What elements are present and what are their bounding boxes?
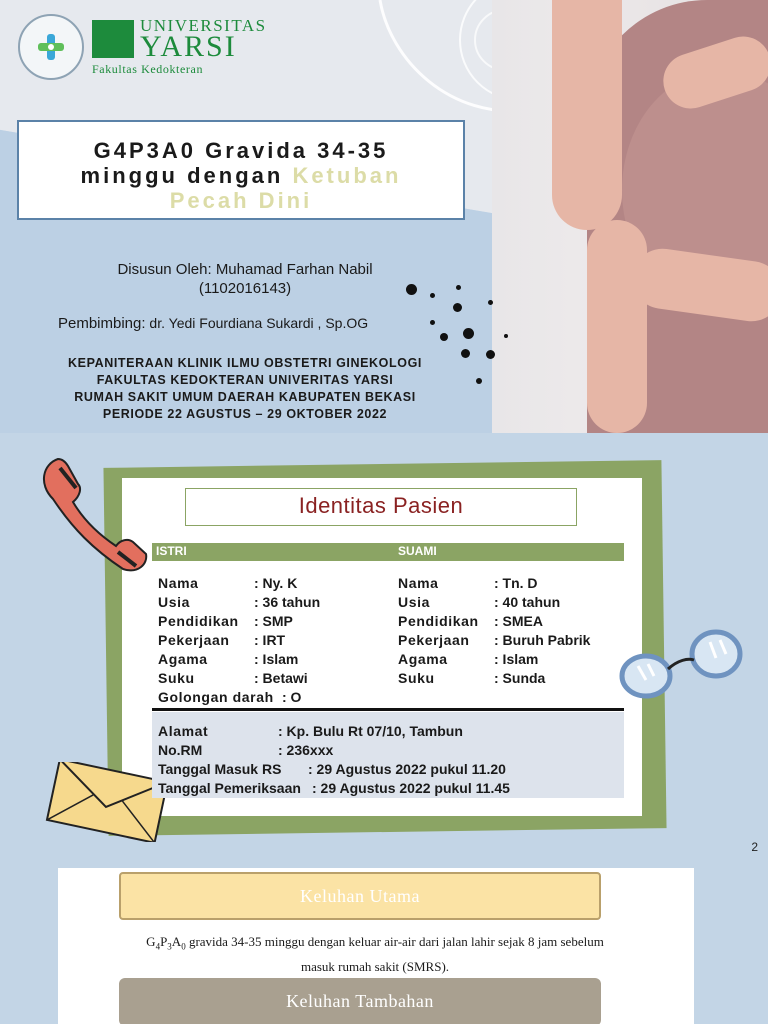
pregnant-woman-photo — [492, 0, 768, 433]
decor-dot — [504, 334, 508, 338]
institute-line-1: KEPANITERAAN KLINIK ILMU OBSTETRI GINEKOLOGI — [68, 356, 422, 370]
decor-dot — [406, 284, 417, 295]
istri-row-agama: Agama : Islam — [158, 651, 299, 667]
decor-dot — [476, 378, 482, 384]
supervisor-name: dr. Yedi Fourdiana Sukardi , Sp.OG — [145, 315, 369, 331]
keluhan-tambahan-banner: Keluhan Tambahan — [119, 978, 601, 1024]
decor-dot — [488, 300, 493, 305]
supervisor-line — [58, 315, 458, 332]
author-id: (1102016143) — [198, 280, 292, 297]
institute-line-2: FAKULTAS KEDOKTERAN UNIVERITAS YARSI — [96, 373, 394, 387]
institute-block — [30, 355, 460, 423]
suami-row-agama: Agama : Islam — [398, 651, 539, 667]
complaint-line-2: masuk rumah sakit (SMRS). — [300, 958, 450, 974]
row-alamat: Alamat : Kp. Bulu Rt 07/10, Tambun — [158, 723, 463, 739]
column-header-bar — [152, 543, 624, 561]
istri-row-nama: Nama : Ny. K — [158, 575, 298, 591]
institute-line-3: RUMAH SAKIT UMUM DAERAH KABUPATEN BEKASI — [74, 390, 416, 404]
suami-row-suku: Suku : Sunda — [398, 670, 546, 686]
istri-row-pekerjaan: Pekerjaan : IRT — [158, 632, 286, 648]
patient-identity-slide — [0, 436, 768, 866]
istri-row-usia: Usia : 36 tahun — [158, 594, 321, 610]
yarsi-logo — [92, 16, 267, 78]
page-number: 2 — [751, 840, 758, 854]
suami-row-pendidikan: Pendidikan : SMEA — [398, 613, 543, 629]
decor-dot — [461, 349, 470, 358]
row-tanggal-pemeriksaan: Tanggal Pemeriksaan : 29 Agustus 2022 pukul 11.45 — [158, 780, 510, 796]
title-line-2: minggu dengan Ketuban — [80, 163, 402, 188]
admission-details — [158, 722, 618, 798]
istri-row-suku: Suku : Betawi — [158, 670, 308, 686]
suami-row-usia: Usia : 40 tahun — [398, 594, 561, 610]
decor-dot — [456, 285, 461, 290]
header-suami: SUAMI — [398, 544, 437, 558]
istri-row-pendidikan: Pendidikan : SMP — [158, 613, 293, 629]
author-name: Disusun Oleh: Muhamad Farhan Nabil — [117, 261, 373, 278]
chief-complaint-text — [80, 932, 670, 976]
glasses-icon — [618, 624, 746, 704]
author-block — [60, 260, 430, 298]
complaint-line-1: $G_4P_3A_0$ gravida 34-35 minggu dengan keluar air-air dari jalan lahir sejak 8 jam sebelum — [146, 934, 604, 952]
logo-universitas: UNIVERSITAS — [140, 16, 267, 35]
yarsi-emblem-icon — [92, 20, 134, 58]
decor-dot — [440, 333, 448, 341]
keluhan-utama-banner: Keluhan Utama — [119, 872, 601, 920]
upper-arm — [552, 0, 622, 230]
decor-dot — [430, 293, 435, 298]
title-line-3: Pecah Dini — [169, 188, 313, 213]
presentation-title — [17, 120, 465, 220]
supervisor-label: Pembimbing: — [58, 315, 146, 332]
suami-row-nama: Nama : Tn. D — [398, 575, 538, 591]
row-no-rm: No.RM : 236xxx — [158, 742, 334, 758]
decor-dot — [486, 350, 495, 359]
complaint-slide — [0, 866, 768, 1024]
istri-column — [158, 574, 388, 707]
istri-row-golongan-darah: Golongan darah : O — [158, 689, 302, 705]
header-istri: ISTRI — [156, 544, 187, 558]
telephone-icon — [38, 454, 153, 579]
title-line-1: G4P3A0 Gravida 34-35 — [93, 138, 389, 163]
hospital-cross-icon — [36, 32, 66, 62]
logo-faculty: Fakultas Kedokteran — [92, 62, 204, 76]
logo-yarsi: YARSI — [140, 30, 237, 63]
decor-dot — [463, 328, 474, 339]
decor-dot — [430, 320, 435, 325]
row-tanggal-masuk: Tanggal Masuk RS : 29 Agustus 2022 pukul 11.20 — [158, 761, 506, 777]
institute-line-4: PERIODE 22 AGUSTUS – 29 OKTOBER 2022 — [102, 407, 388, 421]
suami-column — [398, 574, 624, 688]
divider-line — [152, 708, 624, 711]
section-title: Identitas Pasien — [185, 488, 577, 526]
rsud-bekasi-logo — [18, 14, 84, 80]
suami-row-pekerjaan: Pekerjaan : Buruh Pabrik — [398, 632, 591, 648]
title-slide — [0, 0, 768, 433]
lower-arm — [587, 220, 647, 433]
decor-dot — [453, 303, 462, 312]
